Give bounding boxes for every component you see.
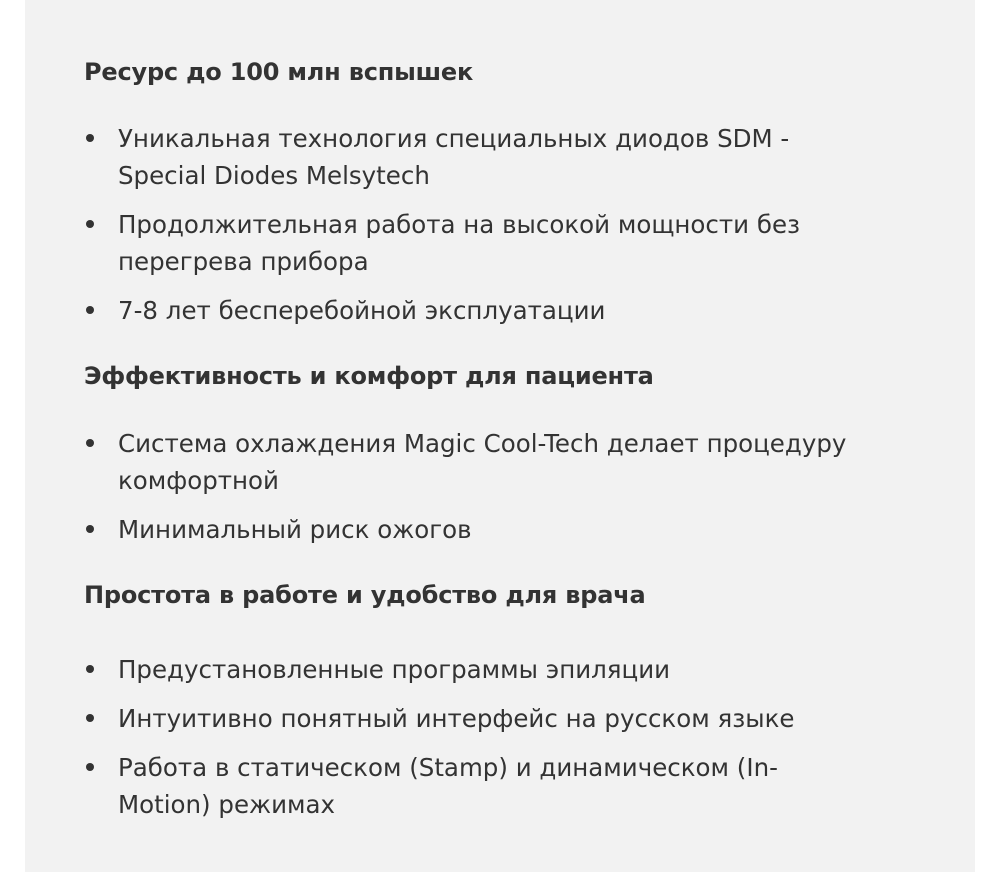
- list-item-text: Предустановленные программы эпиляции: [118, 655, 671, 684]
- bullet-icon: [86, 306, 94, 314]
- bullet-icon: [86, 439, 94, 447]
- list-item-text: Система охлаждения Magic Cool-Tech делает процедуру комфортной: [118, 429, 847, 495]
- bullet-icon: [86, 665, 94, 673]
- list-item: [84, 651, 858, 688]
- list-item-text: Минимальный риск ожогов: [118, 515, 472, 544]
- list-item: [84, 120, 858, 194]
- list-item: [84, 292, 858, 329]
- bullet-icon: [86, 525, 94, 533]
- list-item: [84, 425, 858, 499]
- list-item-text: 7-8 лет бесперебойной эксплуатации: [118, 296, 606, 325]
- bullet-icon: [86, 220, 94, 228]
- bullet-icon: [86, 134, 94, 142]
- list-item-text: Интуитивно понятный интерфейс на русском языке: [118, 704, 795, 733]
- list-item: [84, 749, 858, 823]
- list-item: [84, 511, 858, 548]
- list-item: [84, 700, 858, 737]
- section-resource: [84, 56, 975, 329]
- section-title: Ресурс до 100 млн вспышек: [84, 58, 474, 86]
- bullet-icon: [86, 714, 94, 722]
- features-card: [25, 0, 975, 872]
- feature-list: [84, 120, 975, 329]
- feature-list: [84, 425, 975, 548]
- list-item-text: Уникальная технология специальных диодов SDM - Special Diodes Melsytech: [118, 124, 790, 190]
- list-item-text: Продолжительная работа на высокой мощности без перегрева прибора: [118, 210, 801, 276]
- bullet-icon: [86, 763, 94, 771]
- section-title: Простота в работе и удобство для врача: [84, 581, 646, 609]
- section-doctor-convenience: [84, 579, 975, 823]
- list-item-text: Работа в статическом (Stamp) и динамическом (In-Motion) режимах: [118, 753, 778, 819]
- section-title: Эффективность и комфорт для пациента: [84, 362, 654, 390]
- list-item: [84, 206, 858, 280]
- feature-list: [84, 651, 975, 823]
- section-patient-comfort: [84, 360, 975, 548]
